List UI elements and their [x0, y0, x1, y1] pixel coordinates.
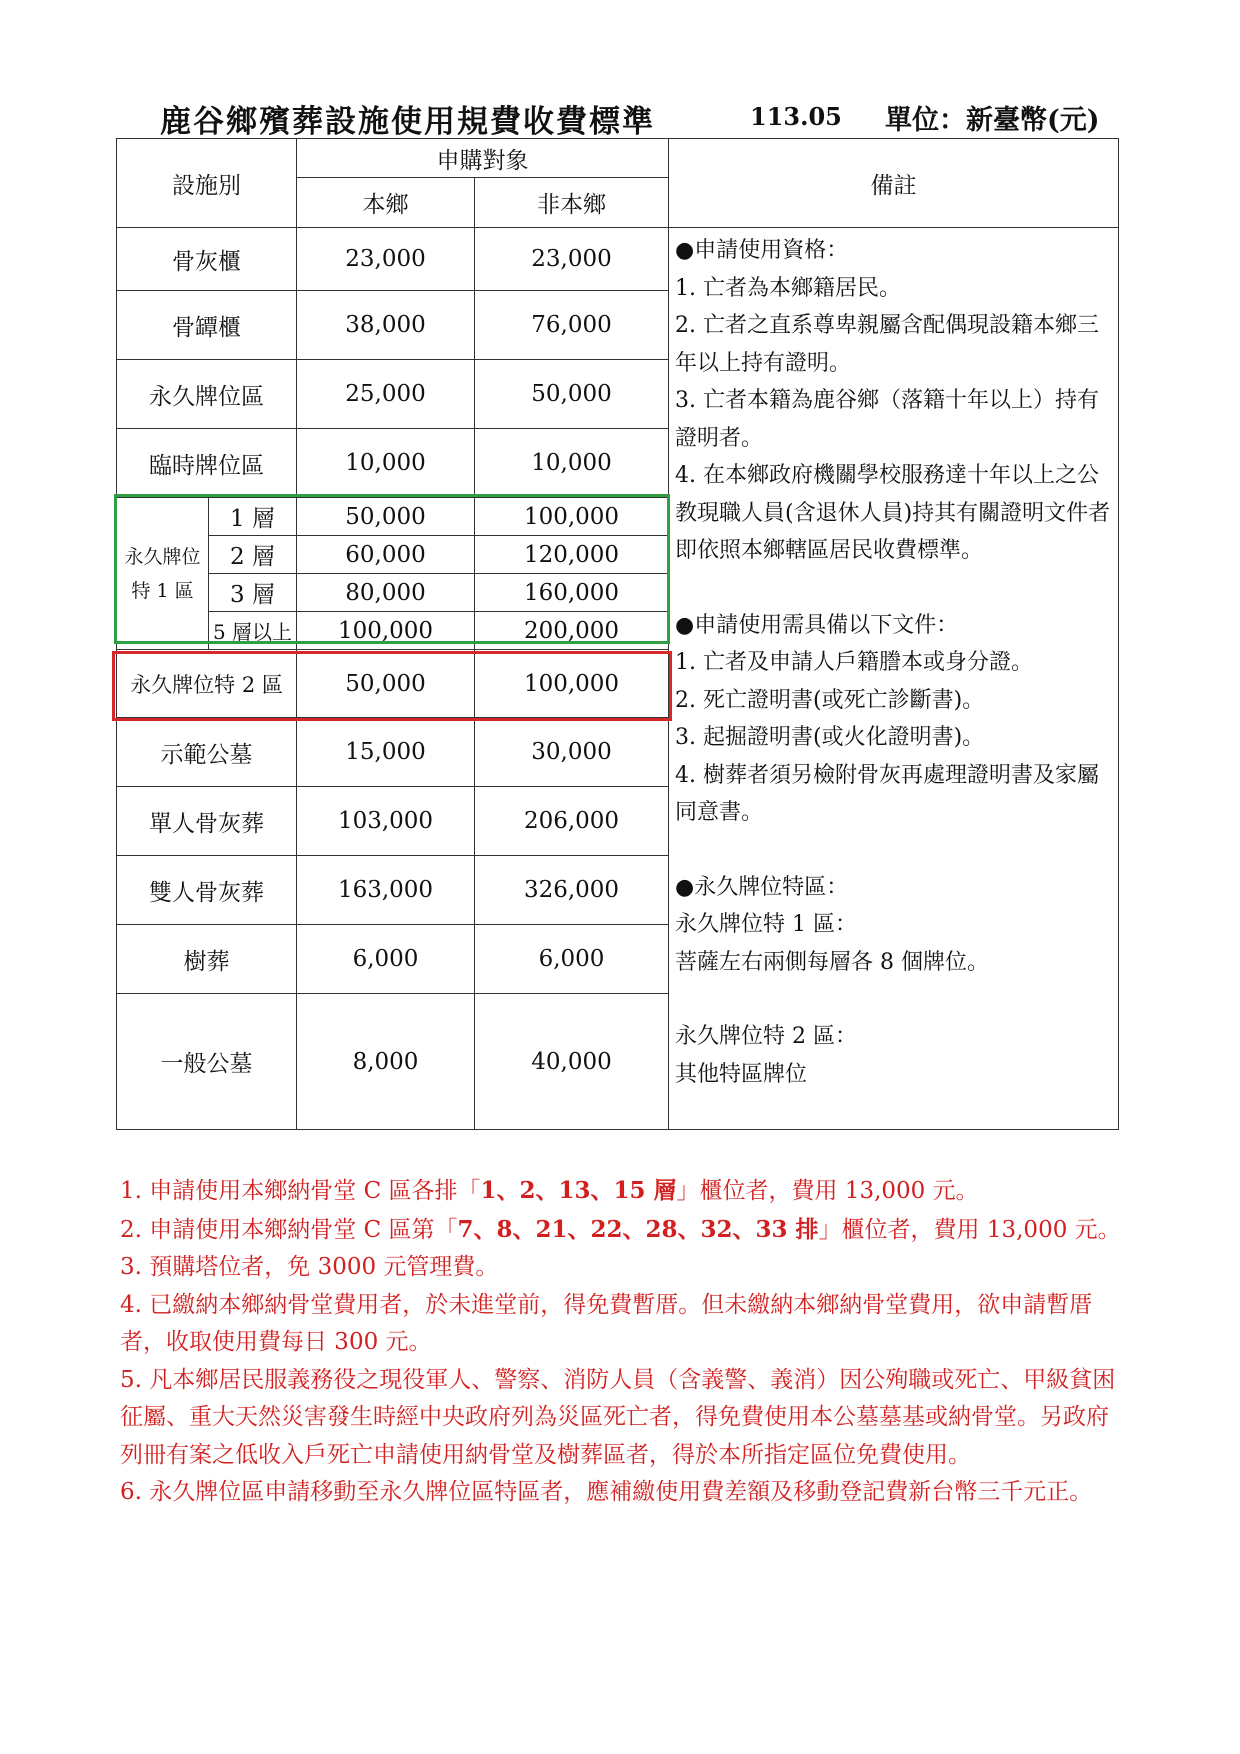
row-name: 骨罈櫃: [117, 291, 297, 360]
remarks-line: 2. 死亡證明書(或死亡診斷書)。: [675, 687, 985, 713]
special1-floor: 2 層: [209, 536, 297, 574]
row-name: 骨灰櫃: [117, 228, 297, 291]
row-local: 6,000: [297, 925, 475, 994]
remarks-cell: [669, 228, 1119, 1130]
row-name: 永久牌位區: [117, 360, 297, 429]
footnote-text: 2. 申請使用本鄉納骨堂 C 區第「: [120, 1216, 458, 1243]
special1-nonlocal: 160,000: [475, 574, 669, 612]
special1-nonlocal: 120,000: [475, 536, 669, 574]
row-name: 臨時牌位區: [117, 429, 297, 498]
row-name: 示範公墓: [117, 718, 297, 787]
title-main: 鹿谷鄉殯葬設施使用規費收費標準: [160, 104, 655, 140]
special1-label: [117, 498, 209, 650]
special1-floor: 5 層以上: [209, 612, 297, 650]
row-local: 25,000: [297, 360, 475, 429]
row-local: 8,000: [297, 994, 475, 1130]
special1-local: 100,000: [297, 612, 475, 650]
row-name: 雙人骨灰葬: [117, 856, 297, 925]
remarks-line: 永久牌位特 2 區：: [675, 1024, 857, 1049]
special1-floor: 3 層: [209, 574, 297, 612]
footnote-5: 5. 凡本鄉居民服義務役之現役軍人、警察、消防人員（含義警、義消）因公殉職或死亡、甲級貧困征屬、重大天然災害發生時經中央政府列為災區死亡者，得免費使用本公墓墓基或納骨堂。另政府列冊有案之低收入戶死亡申請使用納骨堂及樹葬區者，得於本所指定區位免費使用。: [120, 1366, 1116, 1468]
remarks-line: ●申請使用資格：: [675, 238, 849, 263]
special1-local: 60,000: [297, 536, 475, 574]
fee-table: [116, 138, 1119, 1130]
header-local: 本鄉: [297, 178, 475, 228]
special1-floor: 1 層: [209, 498, 297, 536]
footnote-emphasis: 1、2、13、15 層: [480, 1177, 677, 1204]
row-local: 23,000: [297, 228, 475, 291]
footnote-text: 」櫃位者，費用 13,000 元。: [676, 1178, 979, 1204]
row-local: 163,000: [297, 856, 475, 925]
remarks-line: 其他特區牌位: [675, 1061, 808, 1087]
footnote-2: [120, 1211, 1130, 1250]
special1-label-line: 特 1 區: [131, 579, 194, 602]
remarks-line: 1. 亡者為本鄉籍居民。: [675, 275, 901, 301]
footnote-3: 3. 預購塔位者，免 3000 元管理費。: [120, 1254, 499, 1280]
row-nonlocal: 50,000: [475, 360, 669, 429]
footnote-4: 4. 已繳納本鄉納骨堂費用者，於未進堂前，得免費暫厝。但未繳納本鄉納骨堂費用，欲申請暫厝者，收取使用費每日 300 元。: [120, 1291, 1093, 1355]
row-name: 樹葬: [117, 925, 297, 994]
footnote-6: 6. 永久牌位區申請移動至永久牌位區特區者，應補繳使用費差額及移動登記費新台幣三千元正。: [120, 1479, 1093, 1505]
special1-local: 80,000: [297, 574, 475, 612]
row-nonlocal: 30,000: [475, 718, 669, 787]
special1-local: 50,000: [297, 498, 475, 536]
row-nonlocal: 76,000: [475, 291, 669, 360]
header-applicant: 申購對象: [297, 139, 669, 178]
special1-label-line: 永久牌位: [124, 545, 201, 568]
row-local: 10,000: [297, 429, 475, 498]
footnote-emphasis: 7、8、21、22、28、32、33 排: [457, 1215, 819, 1243]
row-nonlocal: 6,000: [475, 925, 669, 994]
footnote-1: [120, 1172, 1130, 1211]
remarks-line: ●申請使用需具備以下文件：: [675, 612, 959, 638]
remarks-line: 3. 起掘證明書(或火化證明書)。: [675, 725, 985, 750]
header-facility: 設施別: [117, 139, 297, 228]
remarks-line: 菩薩左右兩側每層各 8 個牌位。: [675, 949, 989, 975]
special2-nonlocal: 100,000: [475, 650, 669, 718]
remarks-line: 永久牌位特 1 區：: [675, 912, 857, 937]
footnote-text: 1. 申請使用本鄉納骨堂 C 區各排「: [120, 1178, 481, 1204]
row-nonlocal: 40,000: [475, 994, 669, 1130]
header-remarks: 備註: [669, 139, 1119, 228]
row-nonlocal: 23,000: [475, 228, 669, 291]
row-nonlocal: 10,000: [475, 429, 669, 498]
special1-nonlocal: 100,000: [475, 498, 669, 536]
row-local: 15,000: [297, 718, 475, 787]
row-local: 38,000: [297, 291, 475, 360]
title-unit: 單位：新臺幣(元): [885, 105, 1100, 136]
row-nonlocal: 206,000: [475, 787, 669, 856]
row-name: 單人骨灰葬: [117, 787, 297, 856]
remarks-line: 2. 亡者之直系尊卑親屬含配偶現設籍本鄉三年以上持有證明。: [675, 313, 1099, 376]
row-name: 一般公墓: [117, 994, 297, 1130]
row-nonlocal: 326,000: [475, 856, 669, 925]
header-nonlocal: 非本鄉: [475, 178, 669, 228]
row-local: 103,000: [297, 787, 475, 856]
title-version: 113.05: [750, 102, 842, 131]
remarks-line: 1. 亡者及申請人戶籍謄本或身分證。: [675, 650, 1033, 675]
remarks-line: 4. 在本鄉政府機關學校服務達十年以上之公教現職人員(含退休人員)持其有關證明文件者即依照本鄉轄區居民收費標準。: [675, 463, 1111, 563]
table-row: [117, 228, 1119, 291]
remarks-line: 4. 樹葬者須另檢附骨灰再處理證明書及家屬同意書。: [675, 762, 1099, 825]
footnote-text: 」櫃位者，費用 13,000 元。: [818, 1216, 1121, 1243]
remarks-line: ●永久牌位特區：: [675, 874, 849, 900]
special1-nonlocal: 200,000: [475, 612, 669, 650]
special2-name: 永久牌位特 2 區: [117, 650, 297, 718]
footnotes: [120, 1172, 1130, 1512]
remarks-line: 3. 亡者本籍為鹿谷鄉（落籍十年以上）持有證明者。: [675, 388, 1099, 451]
special2-local: 50,000: [297, 650, 475, 718]
